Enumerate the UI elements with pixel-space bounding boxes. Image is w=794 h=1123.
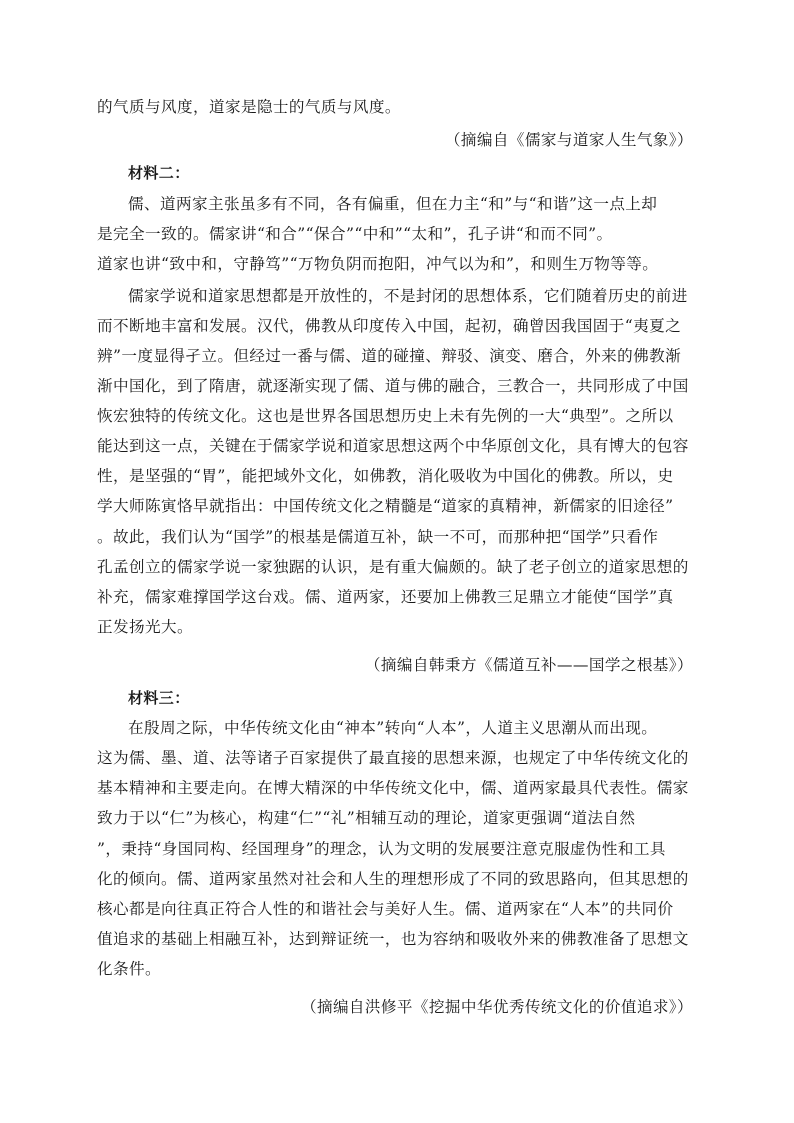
material2-line: 而不断地丰富和发展。汉代，佛教从印度传入中国，起初，确曾因我国固于“夷夏之: [97, 317, 682, 335]
material3-line: 在殷周之际，中华传统文化由“神本”转向“人本”，人道主义思潮从而出现。: [128, 719, 658, 737]
material2-line: 儒家学说和道家思想都是开放性的，不是封闭的思想体系，它们随着历史的前进: [128, 287, 688, 305]
material3-line: 化的倾向。儒、道两家虽然对社会和人生的理想形成了不同的致思路向，但其思想的: [97, 870, 689, 888]
material2-line: 孔孟创立的儒家学说一家独踞的认识，是有重大偏颇的。缺了老子创立的道家思想的: [97, 558, 689, 576]
material2-source: （摘编自韩秉方《儒道互补——国学之根基》）: [364, 656, 693, 674]
material2-line: 儒、道两家主张虽多有不同，各有偏重，但在力主“和”与“和谐”这一点上却: [128, 195, 658, 213]
material2-line: 。故此，我们认为“国学”的根基是儒道互补，缺一不可，而那种把“国学”只看作: [97, 528, 659, 546]
material3-line: 核心都是向往真正符合人性的和谐社会与美好人生。儒、道两家在“人本”的共同价: [97, 900, 674, 918]
material2-line: 道家也讲“致中和，守静笃”“万物负阴而抱阳，冲气以为和”，和则生万物等等。: [97, 255, 659, 273]
material2-heading: 材料二：: [128, 164, 190, 182]
intro-text: 的气质与风度，道家是隐士的气质与风度。: [97, 98, 401, 116]
material3-line: 基本精神和主要走向。在博大精深的中华传统文化中，儒、道两家最具代表性。儒家: [97, 779, 689, 797]
material2-line: 性，是坚强的“胃”，能把域外文化，如佛教，消化吸收为中国化的佛教。所以，史: [97, 467, 674, 485]
intro-source: （摘编自《儒家与道家人生气象》）: [444, 131, 693, 149]
material3-line: 致力于以“仁”为核心，构建“仁”“礼”相辅互动的理论，道家更强调“道法自然: [97, 809, 636, 827]
material2-line: 恢宏独特的传统文化。这也是世界各国思想历史上未有先例的一大“典型”。之所以: [97, 407, 674, 425]
material3-source: （摘编自洪修平《挖掘中华优秀传统文化的价值追求》）: [300, 998, 693, 1016]
material2-line: 辨”一度显得孑立。但经过一番与儒、道的碰撞、辩驳、演变、磨合，外来的佛教渐: [97, 347, 682, 365]
material2-line: 补充，儒家难撑国学这台戏。儒、道两家，还要加上佛教三足鼎立才能使“国学”真: [97, 588, 674, 606]
material3-line: ”，秉持“身国同构、经国理身”的理念，认为文明的发展要注意克服虚伪性和工具: [97, 840, 666, 858]
material2-line: 能达到这一点，关键在于儒家学说和道家思想这两个中华原创文化，具有博大的包容: [97, 437, 689, 455]
material2-line: 渐中国化，到了隋唐，就逐渐实现了儒、道与佛的融合，三教合一，共同形成了中国: [97, 377, 689, 395]
material3-heading: 材料三：: [128, 689, 190, 707]
material2-line: 是完全一致的。儒家讲“和合”“保合”“中和”“太和”，孔子讲“和而不同”。: [97, 225, 613, 243]
material3-line: 这为儒、墨、道、法等诸子百家提供了最直接的思想来源，也规定了中华传统文化的: [97, 749, 689, 767]
material3-line: 值追求的基础上相融互补，达到辩证统一，也为容纳和吸收外来的佛教准备了思想文: [97, 930, 689, 948]
material3-line: 化条件。: [97, 960, 161, 978]
material2-line: 正发扬光大。: [97, 618, 193, 636]
material2-line: 学大师陈寅恪早就指出：中国传统文化之精髓是“道家的真精神，新儒家的旧途径”: [97, 497, 674, 515]
